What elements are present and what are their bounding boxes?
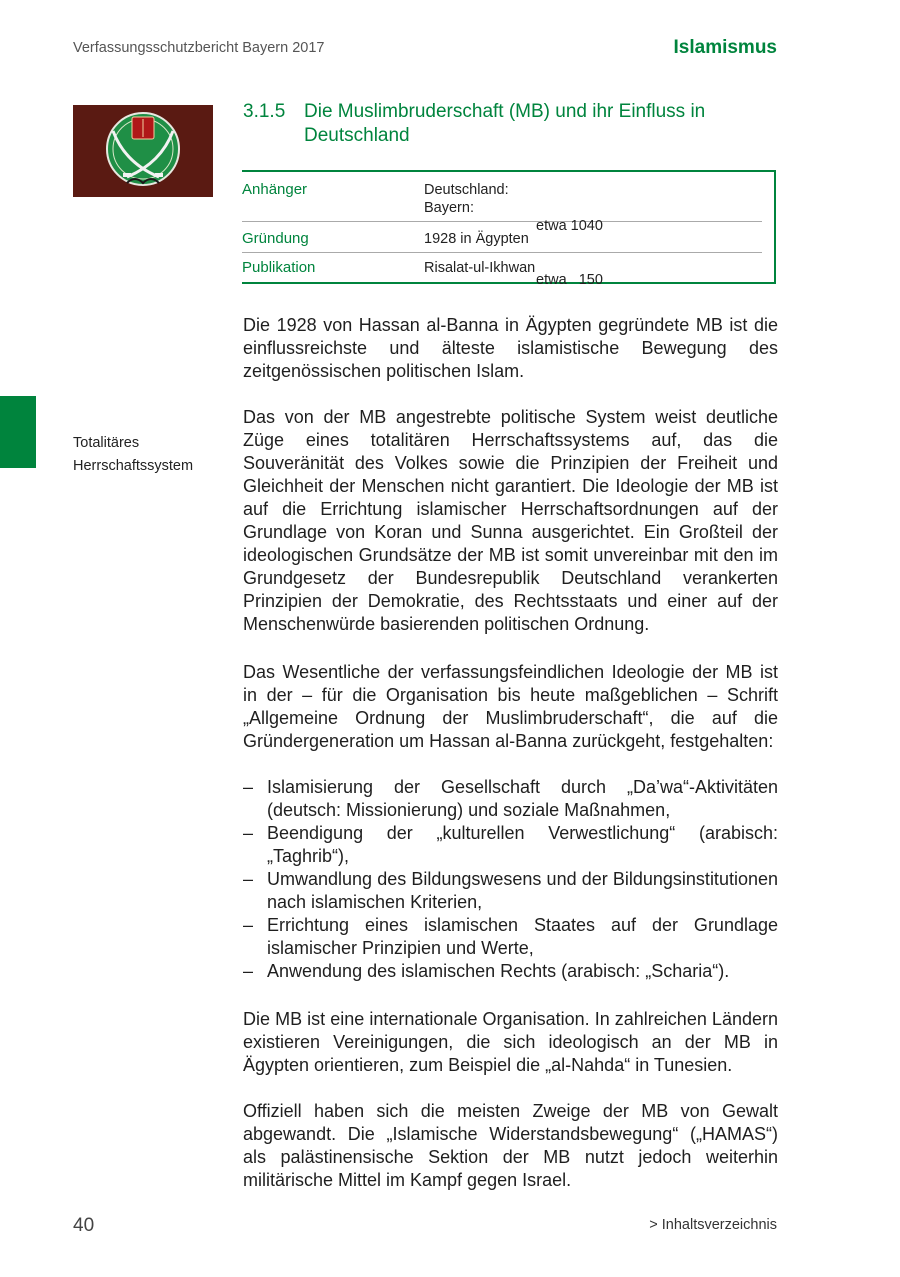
margin-note-line: Totalitäres <box>73 435 140 451</box>
bullet-dash: – <box>243 823 254 843</box>
bullet-dash: – <box>243 915 254 935</box>
paragraph: Das von der MB angestrebte politische System weist deutliche Züge eines totalitären Herrschaftssystems auf, das die Souveränität des Volkes sowie die Prinzipien der Freiheit und Gleichheit der Menschen nicht garantiert. Die Ideologie der MB ist auf die Errichtung islamischer Herrschaftsordnungen auf der Grundlage von Koran und Sunna ausgerichtet. Ein Großteil der ideologischen Grundsätze der MB ist somit unvereinbar mit den im Grundgesetz der Bundesrepublik Deutschland verankerten Prinzipien der Demokratie, des Rechtsstaats und einer auf der Menschenwürde basierenden politischen Ordnung. <box>243 407 778 634</box>
list-item-text: Umwandlung des Bildungswesens und der Bildungsinstitutionen nach islamischen Kriterien, <box>267 869 778 912</box>
fact-region-bavaria: Bayern: <box>424 200 474 216</box>
list-item <box>243 822 778 868</box>
bullet-list <box>243 776 778 983</box>
list-item <box>243 960 778 983</box>
list-item-text: Islamisierung der Gesellschaft durch „Da’wa“-Aktivitäten (deutsch: Missionierung) und soziale Maßnahmen, <box>267 777 778 820</box>
fact-row-founding <box>242 230 762 253</box>
section-title: Die Muslimbruderschaft (MB) und ihr Einfluss in Deutschland <box>304 101 706 146</box>
fact-count-germany: etwa 1040 <box>536 218 603 234</box>
page-number: 40 <box>73 1215 95 1236</box>
fact-box <box>242 170 776 288</box>
fact-row-publication <box>242 259 762 279</box>
fact-label: Gründung <box>242 230 309 247</box>
paragraph: Die 1928 von Hassan al-Banna in Ägypten gegründete MB ist die einflussreichste und älteste islamistische Bewegung des zeitgenössischen politischen Islam. <box>243 315 778 381</box>
bullet-dash: – <box>243 777 254 797</box>
paragraph: Die MB ist eine internationale Organisation. In zahlreichen Ländern existieren Vereinigungen, die sich ideologisch an der MB in Ägypten orientieren, zum Beispiel die „al-Nahda“ in Tunesien. <box>243 1009 778 1075</box>
list-item-text: Anwendung des islamischen Rechts (arabisch: „Scharia“). <box>267 961 730 981</box>
margin-note-line: Herrschaftssystem <box>73 458 194 474</box>
fact-value-region <box>424 181 509 217</box>
list-item-text: Beendigung der „kulturellen Verwestlichung“ (arabisch: „Taghrib“), <box>267 823 778 866</box>
fact-count-bavaria: etwa 150 <box>536 272 603 288</box>
list-item <box>243 868 778 914</box>
chapter-title: Islamismus <box>673 37 777 58</box>
section-heading <box>243 100 783 148</box>
table-of-contents-link[interactable]: > Inhaltsverzeichnis <box>649 1217 777 1233</box>
paragraph: Das Wesentliche der verfassungsfeindlichen Ideologie der MB ist in der – für die Organisation bis heute maßgeblichen – Schrift „Allgemeine Ordnung der Muslimbruderschaft“, die auf die Gründergeneration um Hassan al-Banna zurückgeht, festgehalten: <box>243 662 778 751</box>
bullet-dash: – <box>243 869 254 889</box>
running-header: Verfassungsschutzbericht Bayern 2017 <box>73 40 325 56</box>
chapter-tab-marker <box>0 396 36 468</box>
fact-value: 1928 in Ägypten <box>424 231 529 247</box>
bullet-dash: – <box>243 961 254 981</box>
fact-region-germany: Deutschland: <box>424 182 509 198</box>
margin-note <box>73 432 193 478</box>
fact-value-count <box>536 181 603 325</box>
fact-label: Publikation <box>242 259 316 276</box>
paragraph: Offiziell haben sich die meisten Zweige der MB von Gewalt abgewandt. Die „Islamische Widerstandsbewegung“ („HAMAS“) als palästinensische Sektion der MB nutzt jedoch weiterhin militärische Mittel im Kampf gegen Israel. <box>243 1101 778 1190</box>
list-item <box>243 776 778 822</box>
fact-value: Risalat-ul-Ikhwan <box>424 260 536 276</box>
fact-label: Anhänger <box>242 181 308 198</box>
list-item <box>243 914 778 960</box>
muslim-brotherhood-emblem-image <box>73 105 213 197</box>
section-number: 3.1.5 <box>243 101 286 122</box>
list-item-text: Errichtung eines islamischen Staates auf der Grundlage islamischer Prinzipien und Werte, <box>267 915 778 958</box>
